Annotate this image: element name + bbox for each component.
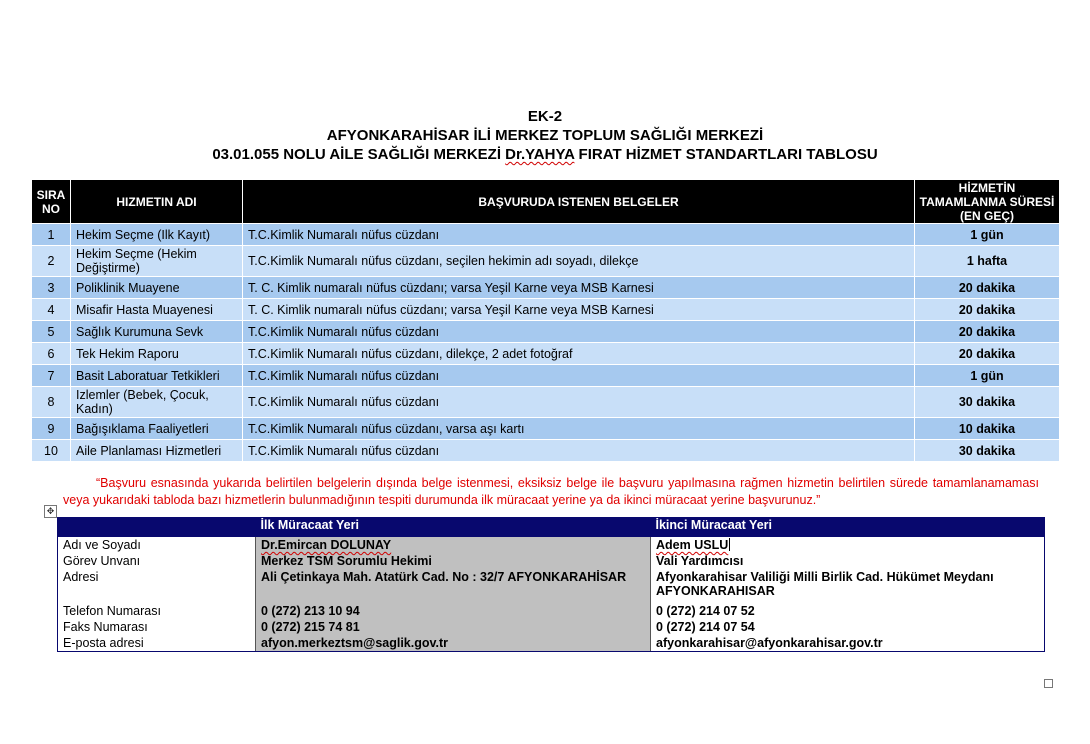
service-name: Hekim Seçme (Hekim Değiştirme) [71, 246, 243, 277]
first-contact-value[interactable]: afyon.merkeztsm@saglik.gov.tr [256, 635, 651, 652]
service-name: Bağışıklama Faaliyetleri [71, 418, 243, 440]
contact-label: Faks Numarası [58, 619, 256, 635]
contact-label: Telefon Numarası [58, 603, 256, 619]
header-service-name: HIZMETIN ADI [71, 180, 243, 224]
service-name: Hekim Seçme (Ilk Kayıt) [71, 224, 243, 246]
completion-time: 20 dakika [915, 299, 1060, 321]
completion-time: 1 hafta [915, 246, 1060, 277]
contact-info-table [57, 517, 1045, 652]
service-name: Misafir Hasta Muayenesi [71, 299, 243, 321]
second-contact-value[interactable]: 0 (272) 214 07 54 [651, 619, 1045, 635]
row-number: 8 [32, 387, 71, 418]
table-row [32, 224, 1060, 246]
row-number: 1 [32, 224, 71, 246]
required-documents: T. C. Kimlik numaralı nüfus cüzdanı; varsa Yeşil Karne veya MSB Karnesi [243, 277, 915, 299]
row-number: 6 [32, 343, 71, 365]
service-name: Izlemler (Bebek, Çocuk, Kadın) [71, 387, 243, 418]
first-contact-value[interactable]: Merkez TSM Sorumlu Hekimi [256, 553, 651, 569]
contact-label: Adı ve Soyadı [58, 537, 256, 553]
service-name: Aile Planlaması Hizmetleri [71, 440, 243, 462]
row-number: 5 [32, 321, 71, 343]
second-contact-name: Adem USLU [656, 538, 729, 552]
row-number: 3 [32, 277, 71, 299]
table-row [32, 321, 1060, 343]
header-second-application: İkinci Müracaat Yeri [651, 517, 1045, 537]
annex-label: EK-2 [527, 108, 563, 125]
row-number: 10 [32, 440, 71, 462]
application-notice: “Başvuru esnasında yukarıda belirtilen belgelerin dışında belge istenmesi, eksiksiz belge ile başvuru yapılmasına rağmen hizmetin belirtilen sürede tamamlanamaması veya yukarıdaki tabloda bazı hizmetlerin bulunmadığının tespiti durumunda ilk müracaat yerine ya da ikinci müracaat yerine başvurunuz.” [63, 476, 1039, 507]
required-documents: T.C.Kimlik Numaralı nüfus cüzdanı [243, 440, 915, 462]
second-contact-value[interactable]: afyonkarahisar@afyonkarahisar.gov.tr [651, 635, 1045, 652]
service-name: Tek Hekim Raporu [71, 343, 243, 365]
contact-row-fax [58, 619, 1045, 635]
row-number: 9 [32, 418, 71, 440]
required-documents: T. C. Kimlik numaralı nüfus cüzdanı; varsa Yeşil Karne veya MSB Karnesi [243, 299, 915, 321]
first-contact-name: Dr.Emircan DOLUNAY [261, 538, 392, 552]
contact-table-header-row [58, 517, 1045, 537]
standards-table-title [0, 145, 1090, 164]
table-row [32, 387, 1060, 418]
text-cursor [729, 538, 730, 551]
document-header [0, 107, 1090, 164]
required-documents: T.C.Kimlik Numaralı nüfus cüzdanı [243, 224, 915, 246]
required-documents: T.C.Kimlik Numaralı nüfus cüzdanı, dilekçe, 2 adet fotoğraf [243, 343, 915, 365]
contact-row-name [58, 537, 1045, 553]
second-contact-value[interactable] [651, 537, 1045, 553]
contact-label: E-posta adresi [58, 635, 256, 652]
organization-title: AFYONKARAHİSAR İLİ MERKEZ TOPLUM SAĞLIĞI MERKEZİ [326, 127, 764, 144]
table-move-handle-icon[interactable]: ✥ [44, 505, 57, 518]
completion-time: 20 dakika [915, 343, 1060, 365]
required-documents: T.C.Kimlik Numaralı nüfus cüzdanı, varsa aşı kartı [243, 418, 915, 440]
table-row [32, 418, 1060, 440]
second-contact-value[interactable]: Vali Yardımcısı [651, 553, 1045, 569]
required-documents: T.C.Kimlik Numaralı nüfus cüzdanı, seçilen hekimin adı soyadı, dilekçe [243, 246, 915, 277]
service-table-header-row [32, 180, 1060, 224]
completion-time: 20 dakika [915, 321, 1060, 343]
header-completion-time: HİZMETİN TAMAMLANMA SÜRESİ (EN GEÇ) [915, 180, 1060, 224]
contact-row-phone [58, 603, 1045, 619]
contact-label: Adresi [58, 569, 256, 603]
table-row [32, 246, 1060, 277]
title-doctor-prefix: Dr.YAHYA [505, 146, 575, 163]
row-number: 4 [32, 299, 71, 321]
completion-time: 10 dakika [915, 418, 1060, 440]
title-prefix: 03.01.055 NOLU AİLE SAĞLIĞI MERKEZİ [212, 146, 506, 163]
header-label-column [58, 517, 256, 537]
required-documents: T.C.Kimlik Numaralı nüfus cüzdanı [243, 321, 915, 343]
table-row [32, 343, 1060, 365]
completion-time: 30 dakika [915, 440, 1060, 462]
contact-row-address [58, 569, 1045, 603]
header-first-application: İlk Müracaat Yeri [256, 517, 651, 537]
first-contact-value[interactable]: Ali Çetinkaya Mah. Atatürk Cad. No : 32/7 AFYONKARAHİSAR [256, 569, 651, 603]
contact-row-email [58, 635, 1045, 652]
second-contact-value[interactable]: Afyonkarahisar Valiliği Milli Birlik Cad. Hükümet Meydanı AFYONKARAHISAR [651, 569, 1045, 603]
row-number: 7 [32, 365, 71, 387]
service-standards-table [31, 179, 1060, 462]
required-documents: T.C.Kimlik Numaralı nüfus cüzdanı [243, 387, 915, 418]
service-name: Sağlık Kurumuna Sevk [71, 321, 243, 343]
completion-time: 1 gün [915, 365, 1060, 387]
contact-label: Görev Unvanı [58, 553, 256, 569]
service-name: Basit Laboratuar Tetkikleri [71, 365, 243, 387]
first-contact-value[interactable]: 0 (272) 213 10 94 [256, 603, 651, 619]
service-name: Poliklinik Muayene [71, 277, 243, 299]
completion-time: 30 dakika [915, 387, 1060, 418]
row-number: 2 [32, 246, 71, 277]
header-required-documents: BAŞVURUDA ISTENEN BELGELER [243, 180, 915, 224]
table-resize-handle[interactable] [1044, 679, 1053, 688]
required-documents: T.C.Kimlik Numaralı nüfus cüzdanı [243, 365, 915, 387]
header-sira-no: SIRA NO [32, 180, 71, 224]
table-row [32, 299, 1060, 321]
completion-time: 1 gün [915, 224, 1060, 246]
contact-row-title [58, 553, 1045, 569]
second-contact-value[interactable]: 0 (272) 214 07 52 [651, 603, 1045, 619]
first-contact-value[interactable]: 0 (272) 215 74 81 [256, 619, 651, 635]
table-row [32, 440, 1060, 462]
first-contact-value[interactable] [256, 537, 651, 553]
table-row [32, 365, 1060, 387]
title-suffix: FIRAT HİZMET STANDARTLARI TABLOSU [574, 146, 878, 163]
completion-time: 20 dakika [915, 277, 1060, 299]
table-row [32, 277, 1060, 299]
